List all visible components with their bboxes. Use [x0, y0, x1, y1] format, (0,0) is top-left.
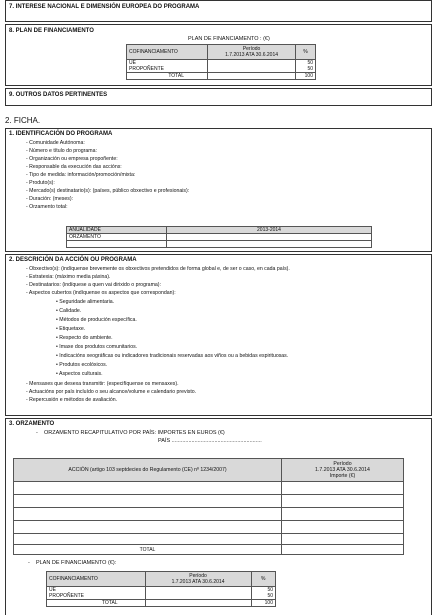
- table-row: [47, 600, 276, 607]
- field-label: - Mercado(s) destinatario(s): (países, público obxectivo e profesionais):: [26, 188, 190, 194]
- field-label: - Tipo de medida: información/promoción/mixta:: [26, 172, 136, 178]
- field-label: - Responsable da execución das accións:: [26, 164, 122, 170]
- table-row: [14, 545, 404, 555]
- cell: 50: [295, 66, 315, 73]
- cell: 100: [251, 600, 275, 607]
- bullet-item: • Respecto do ambiente.: [56, 335, 113, 341]
- section-2-box: [5, 254, 432, 416]
- table-row: [127, 73, 316, 80]
- col-header: ANUALIDADE: [67, 227, 167, 234]
- cell: [14, 508, 282, 521]
- field-label: - Organización ou empresa propoñente:: [26, 156, 118, 162]
- summary-line: - ORZAMENTO RECAPITULATIVO POR PAÍS: IMPORTES EN EUROS (€): [36, 430, 225, 436]
- cell: UE: [47, 587, 146, 594]
- cell: TOTAL: [127, 73, 208, 80]
- financing-caption: PLAN DE FINANCIAMENTO : (€): [188, 36, 270, 42]
- col-header: %: [295, 45, 315, 60]
- cell: [167, 241, 372, 248]
- cell: 50: [295, 60, 315, 67]
- section-3-title: 3. ORZAMENTO: [9, 421, 55, 427]
- table-header-row: [127, 45, 316, 60]
- cell: [208, 73, 296, 80]
- cell: [282, 534, 404, 545]
- country-field: PAÍS ...........................................................: [158, 438, 262, 444]
- field-label: - Repercusión e métodos de avaliación.: [26, 397, 118, 403]
- table-row: [67, 234, 372, 241]
- bullet-item: • Produtos ecolóxicos.: [56, 362, 108, 368]
- section-2-title: 2. DESCRICIÓN DA ACCIÓN OU PROGRAMA: [9, 257, 137, 263]
- field-label: - Produto(s):: [26, 180, 55, 186]
- bullet-item: • Etiquetaxe.: [56, 326, 86, 332]
- table-row: [14, 521, 404, 534]
- cell: ORZAMENTO: [67, 234, 167, 241]
- section-3-box: [5, 418, 432, 615]
- col-header: Período 1.7.2013 ATA 30.6.2014: [145, 572, 251, 587]
- bullet-item: • Seguridade alimentaria.: [56, 299, 115, 305]
- field-label: - Estratexia: (máximo media páxina).: [26, 274, 111, 280]
- cell: [282, 508, 404, 521]
- field-label: - Orzamento total:: [26, 204, 68, 210]
- financing-table-2: [46, 571, 276, 607]
- table-row: [14, 534, 404, 545]
- cell: [67, 241, 167, 248]
- cell: 50: [251, 587, 275, 594]
- cell: 100: [295, 73, 315, 80]
- table-header-row: [67, 227, 372, 234]
- financing-plan-label: - PLAN DE FINANCIAMENTO (€):: [28, 560, 117, 566]
- col-header: COFINANCIAMENTO: [47, 572, 146, 587]
- col-header: ACCIÓN (artigo 103 septdecies do Regulamento (CE) nº 1234/2007): [14, 459, 282, 482]
- col-header: %: [251, 572, 275, 587]
- field-label: - Actuacións por país incluído o seu alcance/volume e calendario previsto.: [26, 389, 197, 395]
- cell: [14, 495, 282, 508]
- cell: [282, 545, 404, 555]
- budget-year-table: [66, 226, 372, 248]
- section-7-title: 7. INTERESE NACIONAL E DIMENSIÓN EUROPEA DO PROGRAMA: [9, 4, 200, 10]
- cell: PROPOÑENTE: [47, 593, 146, 600]
- bullet-item: • Aspectos culturais.: [56, 371, 103, 377]
- col-header: Período 1.7.2013 ATA 30.6.2014 Importe (€): [282, 459, 404, 482]
- cell: TOTAL: [47, 600, 146, 607]
- field-label: - Mensaxes que desexa transmitir: (especifíquense os mensaxes).: [26, 381, 179, 387]
- cell: PROPOÑENTE: [127, 66, 208, 73]
- cell: [282, 521, 404, 534]
- table-row: [14, 495, 404, 508]
- field-label: - Destinatarios: (indíquese a quen vai dirixido o programa):: [26, 282, 161, 288]
- section-7-box: [5, 0, 432, 22]
- actions-budget-table: [13, 458, 404, 555]
- cell: [14, 482, 282, 495]
- bullet-item: • Métodos de produción específica.: [56, 317, 137, 323]
- section-8-box: [5, 24, 432, 86]
- field-label: - Número e título do programa:: [26, 148, 97, 154]
- table-row: [14, 482, 404, 495]
- section-8-title: 8. PLAN DE FINANCIAMENTO: [9, 28, 94, 34]
- cell: [282, 495, 404, 508]
- table-header-row: [14, 459, 404, 482]
- table-header-row: [47, 572, 276, 587]
- field-label: - Obxectivo(s): (indíquense brevemente os obxectivos pretendidos de forma global e, de ser o caso, en cada país).: [26, 266, 290, 272]
- table-row: [14, 508, 404, 521]
- section-9-box: [5, 88, 432, 106]
- field-label: - Aspectos cubertos (indíquense os aspectos que correspondan):: [26, 290, 176, 296]
- cell: [14, 534, 282, 545]
- bullet-item: • Indicacións xeográficas ou indicadores tradicionais reservadas aos viños ou a bebidas espirituosas.: [56, 353, 289, 359]
- section-1-box: [5, 128, 432, 252]
- cell: [167, 234, 372, 241]
- bullet-item: • Calidade.: [56, 308, 82, 314]
- table-row: [67, 241, 372, 248]
- field-label: - Comunidade Autónoma:: [26, 140, 85, 146]
- section-1-title: 1. IDENTIFICACIÓN DO PROGRAMA: [9, 131, 113, 137]
- bullet-item: • Imaxe dos produtos comunitarios.: [56, 344, 138, 350]
- cell: UE: [127, 60, 208, 67]
- cell: [282, 482, 404, 495]
- col-header: 2013-2014: [167, 227, 372, 234]
- cell: [14, 521, 282, 534]
- cell: [145, 600, 251, 607]
- financing-table: [126, 44, 316, 80]
- field-label: - Duración: (meses):: [26, 196, 73, 202]
- cell: TOTAL: [14, 545, 282, 555]
- heading-ficha: 2. FICHA.: [5, 116, 41, 125]
- col-header: COFINANCIAMENTO: [127, 45, 208, 60]
- section-9-title: 9. OUTROS DATOS PERTINENTES: [9, 92, 108, 98]
- col-header: Período 1.7.2013 ATA 30.6.2014: [208, 45, 296, 60]
- cell: 50: [251, 593, 275, 600]
